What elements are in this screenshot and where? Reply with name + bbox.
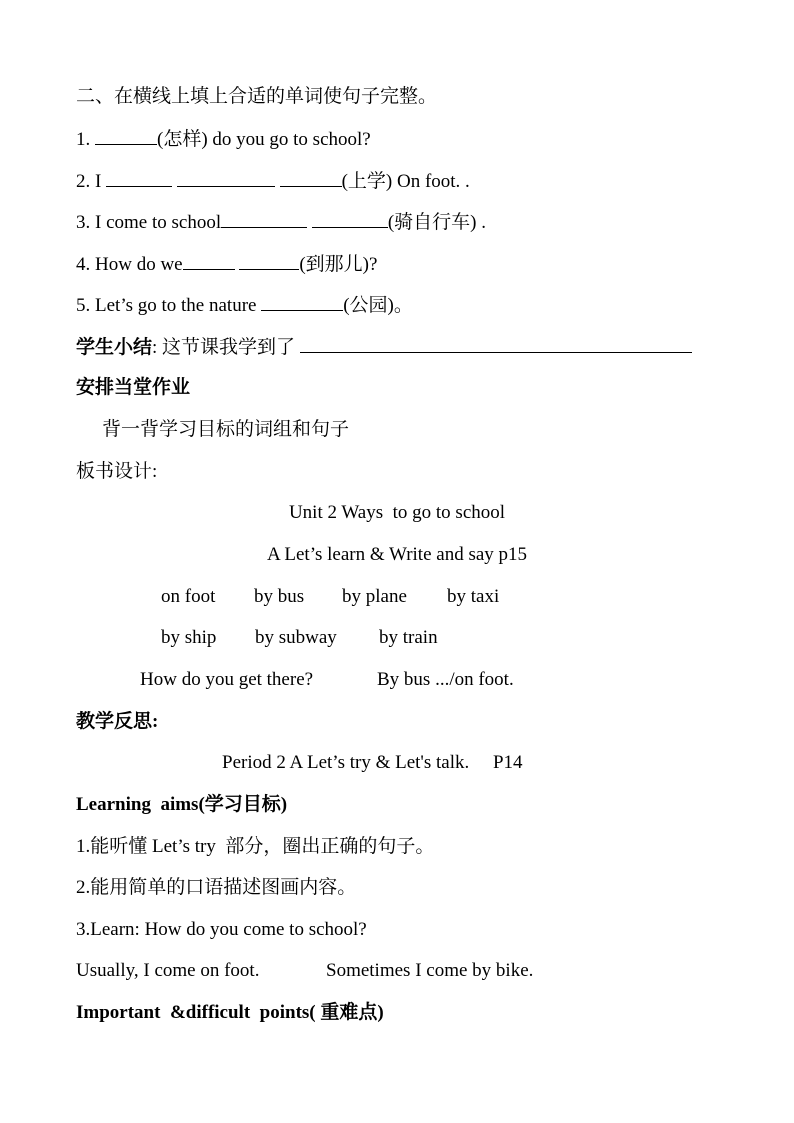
phrase-item: by ship xyxy=(161,627,217,648)
item-prefix: 3. I come to school xyxy=(76,212,222,233)
item-hint: (骑自行车) xyxy=(387,212,477,233)
example-usually: Usually, I come on foot. xyxy=(76,960,260,981)
summary-blank[interactable] xyxy=(300,336,692,353)
summary-text: : 这节课我学到了 xyxy=(152,337,296,358)
answer-blank[interactable] xyxy=(280,170,342,187)
example-sometimes: Sometimes I come by bike. xyxy=(326,960,534,981)
aims-heading: Learning aims(学习目标) xyxy=(76,794,288,815)
item-prefix: 1. xyxy=(76,129,95,150)
aim-item: 1.能听懂 Let’s try 部分，圈出正确的句子。 xyxy=(76,836,435,857)
board-question: How do you get there? xyxy=(140,669,314,690)
answer-blank[interactable] xyxy=(106,170,172,187)
answer-blank[interactable] xyxy=(312,211,388,228)
reflection-heading: 教学反思: xyxy=(76,711,159,732)
phrase-item: by plane xyxy=(342,586,407,607)
board-heading: 板书设计: xyxy=(76,461,158,482)
phrase-item: by train xyxy=(379,627,438,648)
phrase-item: by subway xyxy=(255,627,337,648)
item-hint: (怎样) xyxy=(157,129,208,150)
summary-label: 学生小结 xyxy=(76,337,153,358)
homework-text: 背一背学习目标的词组和句子 xyxy=(102,419,350,440)
phrase-item: by bus xyxy=(254,586,305,607)
item-hint: (上学) xyxy=(341,171,393,192)
board-title: Unit 2 Ways to go to school xyxy=(288,502,506,523)
student-summary xyxy=(76,336,692,359)
exercise-item-1 xyxy=(76,128,371,151)
item-suffix: 。 xyxy=(393,295,413,316)
answer-blank[interactable] xyxy=(239,253,299,270)
points-heading: Important &difficult points( 重难点) xyxy=(76,1002,384,1023)
item-hint: (公园) xyxy=(343,295,394,316)
item-prefix: 2. I xyxy=(76,171,107,192)
phrase-item: by taxi xyxy=(447,586,500,607)
homework-heading: 安排当堂作业 xyxy=(76,377,191,398)
board-answer: By bus .../on foot. xyxy=(377,669,514,690)
exercise-item-3 xyxy=(76,211,486,234)
exercise-item-5 xyxy=(76,294,413,317)
phrase-item: on foot xyxy=(161,586,216,607)
exercise-heading: 二、在横线上填上合适的单词使句子完整。 xyxy=(76,86,438,107)
answer-blank[interactable] xyxy=(261,294,343,311)
exercise-item-2 xyxy=(76,170,470,193)
answer-blank[interactable] xyxy=(95,128,157,145)
aim-item: 3.Learn: How do you come to school? xyxy=(76,919,367,940)
item-suffix: . xyxy=(476,212,487,233)
answer-blank[interactable] xyxy=(183,253,235,270)
item-suffix: On foot. . xyxy=(392,171,470,192)
exercise-item-4 xyxy=(76,253,377,276)
item-prefix: 4. How do we xyxy=(76,254,183,275)
answer-blank[interactable] xyxy=(221,211,307,228)
period2-title: Period 2 A Let’s try & Let's talk. P14 xyxy=(222,752,523,773)
item-prefix: 5. Let’s go to the nature xyxy=(76,295,262,316)
item-suffix: ? xyxy=(369,254,378,275)
item-suffix: do you go to school? xyxy=(207,129,371,150)
answer-blank[interactable] xyxy=(177,170,275,187)
item-hint: (到那儿) xyxy=(299,254,370,275)
aim-item: 2.能用简单的口语描述图画内容。 xyxy=(76,877,357,898)
board-subtitle: A Let’s learn & Write and say p15 xyxy=(266,544,528,565)
